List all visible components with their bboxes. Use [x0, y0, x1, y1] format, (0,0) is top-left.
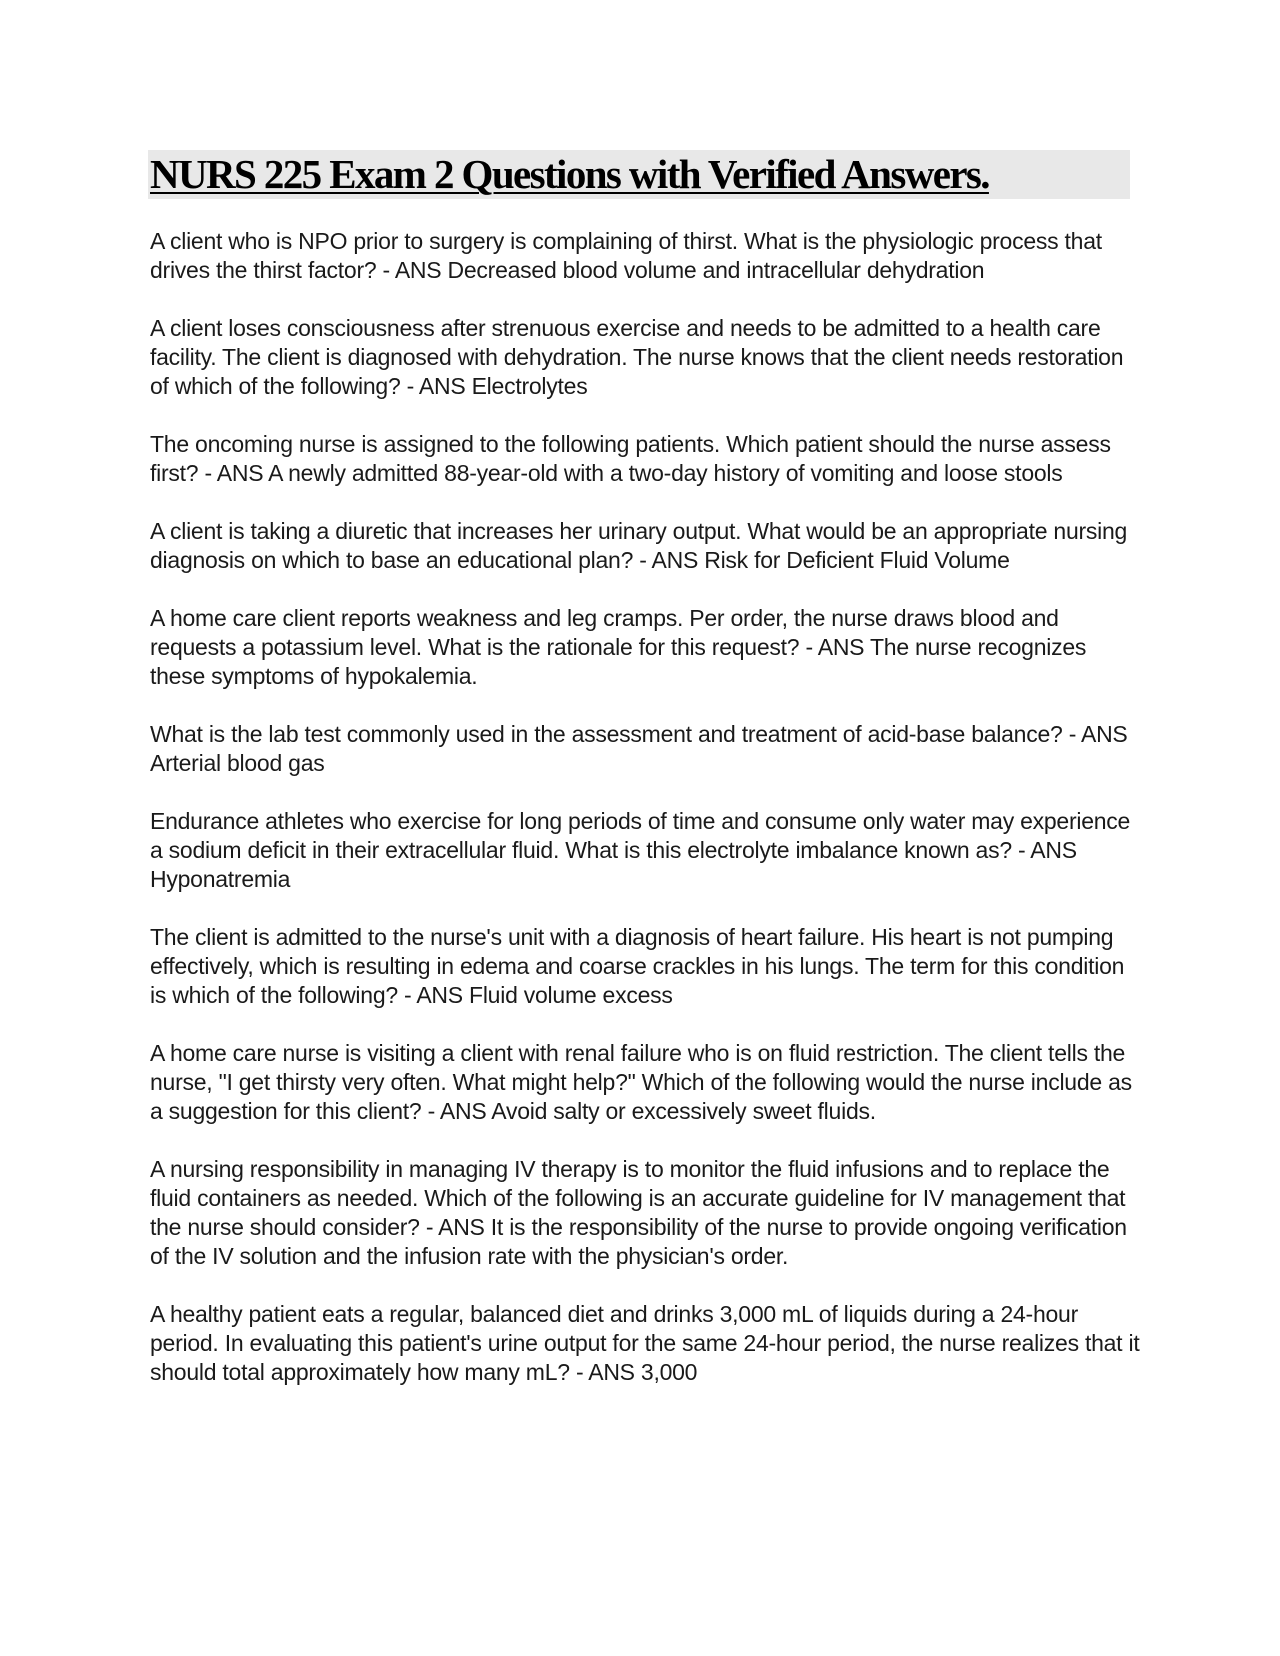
question-answer-8: The client is admitted to the nurse's unit with a diagnosis of heart failure. His heart is not pumping effectively, which is resulting in edema and coarse crackles in his lungs. The term for this condition is which of the following? - ANS Fluid volume excess	[150, 924, 1125, 1008]
question-answer-9: A home care nurse is visiting a client with renal failure who is on fluid restriction. The client tells the nurse, "I get thirsty very often. What might help?" Which of the following would the nurse include as a suggestion for this client? - ANS Avoid salty or excessively sweet fluids.	[150, 1040, 1132, 1124]
question-answer-11: A healthy patient eats a regular, balanced diet and drinks 3,000 mL of liquids during a 24-hour period. In evaluating this patient's urine output for the same 24-hour period, the nurse realizes that it should total approximately how many mL? - ANS 3,000	[150, 1301, 1140, 1385]
question-answer-7: Endurance athletes who exercise for long periods of time and consume only water may experience a sodium deficit in their extracellular fluid. What is this electrolyte imbalance known as? - ANS Hyponatremia	[150, 808, 1131, 892]
question-answer-3: The oncoming nurse is assigned to the following patients. Which patient should the nurse assess first? - ANS A newly admitted 88-year-old with a two-day history of vomiting and loose stools	[150, 431, 1111, 486]
question-answer-list	[150, 227, 1140, 1416]
question-answer-5: A home care client reports weakness and leg cramps. Per order, the nurse draws blood and requests a potassium level. What is the rationale for this request? - ANS The nurse recognizes these symptoms of hypokalemia.	[150, 605, 1087, 689]
document-title: NURS 225 Exam 2 Questions with Verified Answers.	[150, 151, 989, 197]
question-answer-4: A client is taking a diuretic that increases her urinary output. What would be an appropriate nursing diagnosis on which to base an educational plan? - ANS Risk for Deficient Fluid Volume	[150, 518, 1128, 573]
question-answer-10: A nursing responsibility in managing IV therapy is to monitor the fluid infusions and to replace the fluid containers as needed. Which of the following is an accurate guideline for IV management that the nurse should consider? - ANS It is the responsibility of the nurse to provide ongoing verification of the IV solution and the infusion rate with the physician's order.	[150, 1156, 1127, 1269]
question-answer-6: What is the lab test commonly used in the assessment and treatment of acid-base balance? - ANS Arterial blood gas	[150, 721, 1128, 776]
question-answer-2: A client loses consciousness after strenuous exercise and needs to be admitted to a health care facility. The client is diagnosed with dehydration. The nurse knows that the client needs restoration of which of the following? - ANS Electrolytes	[150, 315, 1124, 399]
question-answer-1: A client who is NPO prior to surgery is complaining of thirst. What is the physiologic process that drives the thirst factor? - ANS Decreased blood volume and intracellular dehydration	[150, 228, 1102, 283]
